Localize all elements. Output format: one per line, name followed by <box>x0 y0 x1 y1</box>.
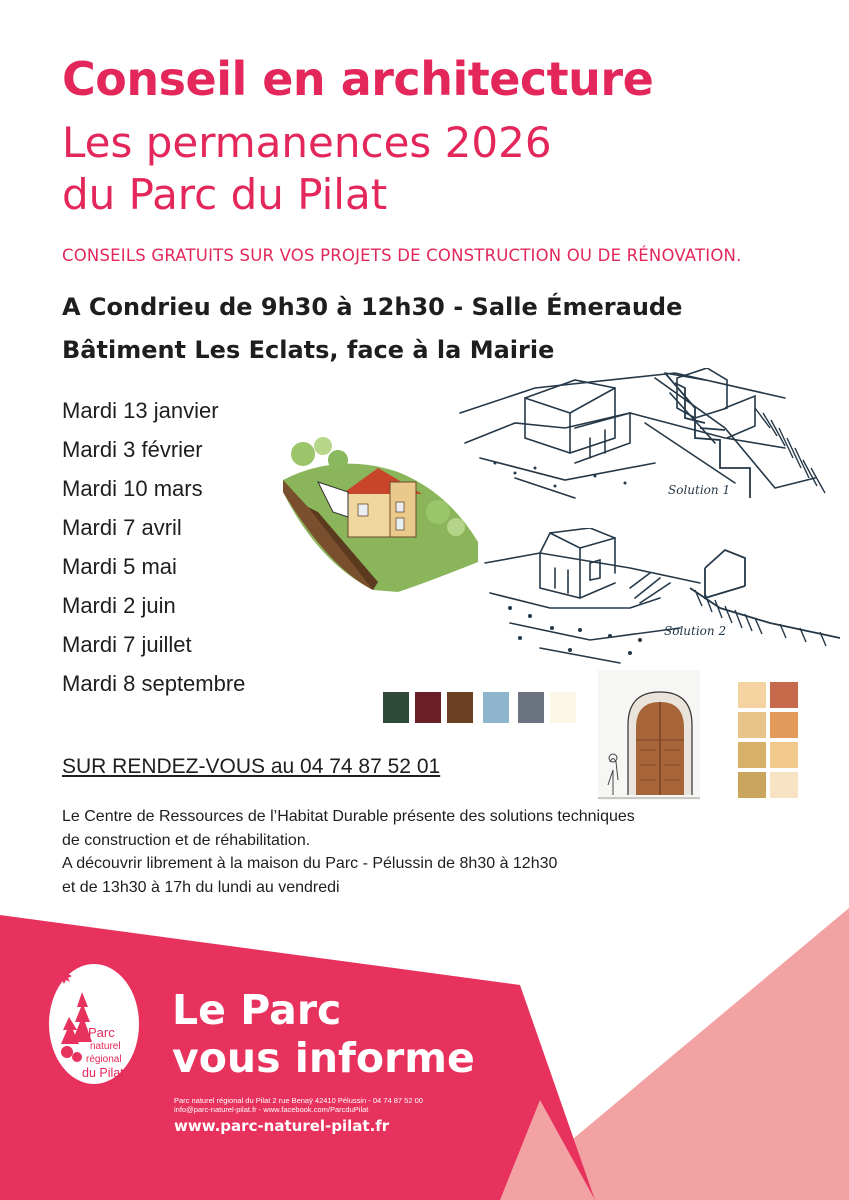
description <box>62 805 762 899</box>
footer-address: Parc naturel régional du Pilat 2 rue Benaÿ 42410 Pélussin - 04 74 87 52 00 <box>174 1096 423 1105</box>
date-item: Mardi 8 septembre <box>62 671 246 696</box>
date-item: Mardi 10 mars <box>62 476 203 501</box>
color-swatch <box>483 692 509 723</box>
hillside-house-illustration <box>278 432 483 592</box>
tagline: CONSEILS GRATUITS SUR VOS PROJETS DE CONSTRUCTION OU DE RÉNOVATION. <box>62 246 742 265</box>
subtitle-line-1: Les permanences 2026 <box>62 118 552 167</box>
description-line: A découvrir librement à la maison du Parc - Pélussin de 8h30 à 12h30 <box>62 855 558 872</box>
color-swatch <box>383 692 409 723</box>
color-swatch <box>447 692 473 723</box>
date-item: Mardi 7 juillet <box>62 632 192 657</box>
subtitle-line-2: du Parc du Pilat <box>62 170 388 219</box>
date-item: Mardi 2 juin <box>62 593 176 618</box>
location-building: Bâtiment Les Eclats, face à la Mairie <box>62 336 555 364</box>
logo-text-naturel: naturel <box>90 1041 121 1052</box>
logo-text-parc: Parc <box>88 1025 115 1040</box>
description-line: de construction et de réhabilitation. <box>62 831 311 849</box>
sketch-solution-2 <box>480 528 849 664</box>
solution-1-label: Solution 1 <box>668 483 731 497</box>
footer-contact[interactable]: info@parc-naturel-pilat.fr - www.facebook.com/ParcduPilat <box>174 1105 369 1114</box>
footer-headline-2: vous informe <box>172 1034 475 1082</box>
color-swatch <box>518 692 544 723</box>
location-time: A Condrieu de 9h30 à 12h30 - Salle Émeraude <box>62 293 683 321</box>
appointment-phone[interactable]: SUR RENDEZ-VOUS au 04 74 87 52 01 <box>62 755 441 778</box>
dates-list <box>62 396 245 708</box>
main-title: Conseil en architecture <box>62 52 654 106</box>
footer-website-link[interactable]: www.parc-naturel-pilat.fr <box>174 1117 390 1135</box>
date-item: Mardi 5 mai <box>62 554 177 579</box>
logo-text-regional: régional <box>86 1054 122 1065</box>
door-sketch-illustration <box>598 670 700 800</box>
description-line: et de 13h30 à 17h du lundi au vendredi <box>62 878 340 896</box>
date-item: Mardi 3 février <box>62 437 203 462</box>
ochre-palette-illustration <box>738 682 800 799</box>
color-swatch <box>550 692 576 723</box>
footer-headline-1: Le Parc <box>172 986 342 1034</box>
color-swatch <box>415 692 441 723</box>
sketch-solution-1 <box>455 368 849 503</box>
date-item: Mardi 13 janvier <box>62 398 219 423</box>
description-line: Le Centre de Ressources de l’Habitat Durable présente des solutions techniques <box>62 808 635 825</box>
solution-2-label: Solution 2 <box>664 624 727 638</box>
logo-text-du-pilat: du Pilat <box>82 1066 124 1080</box>
date-item: Mardi 7 avril <box>62 515 182 540</box>
